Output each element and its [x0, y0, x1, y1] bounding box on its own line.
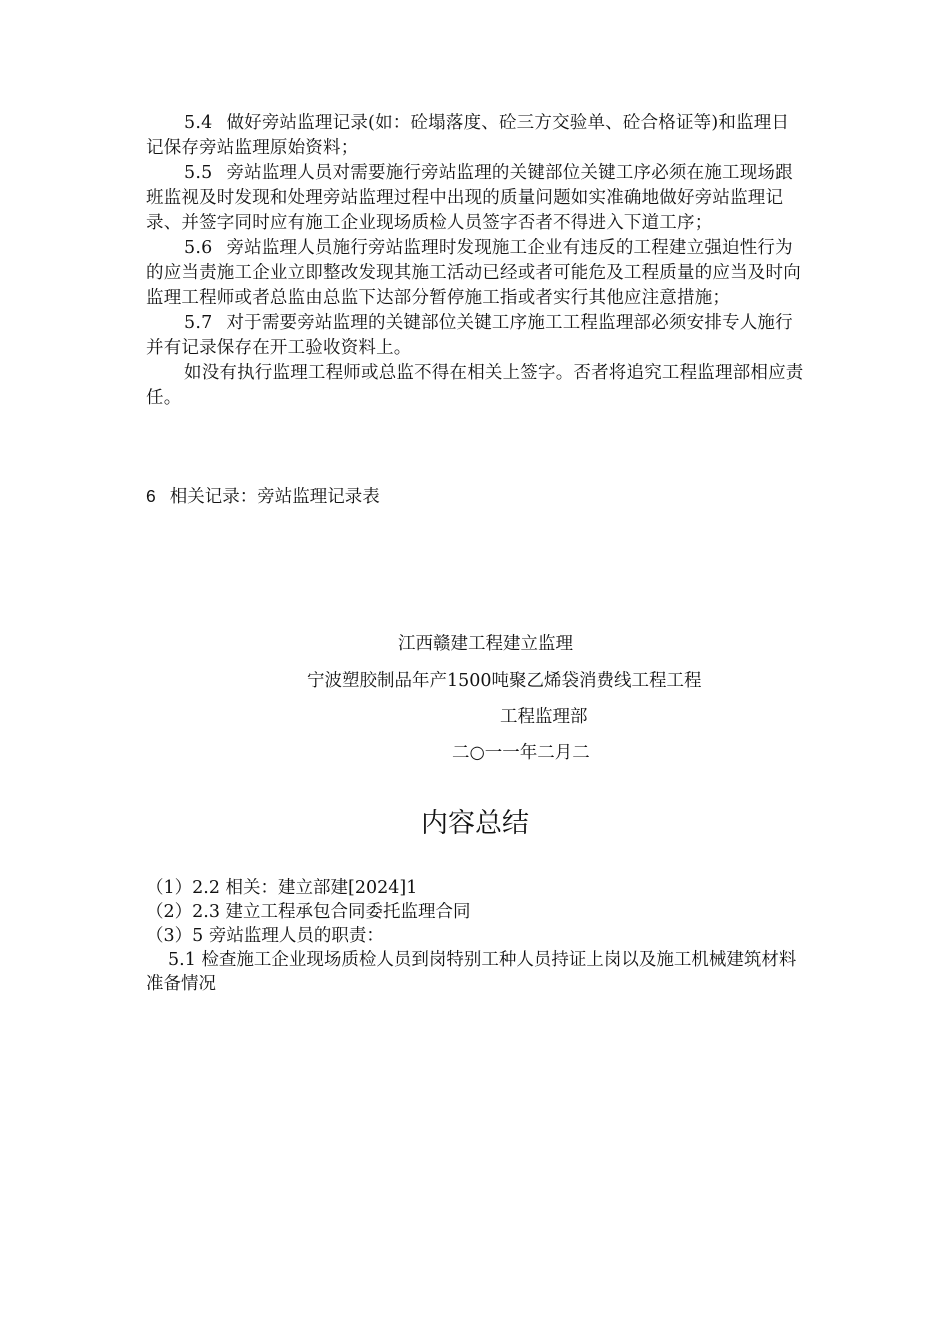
summary-item: （1）2.2 相关：建立部建[2024]1 — [146, 878, 418, 898]
clause-text: 对于需要旁站监理的关键部位关键工序施工工程监理部必须安排专人施行并有记录保存在开工验收资料上。 — [146, 313, 793, 358]
section-number: 6 — [146, 486, 156, 506]
clause-text: 如没有执行监理工程师或总监不得在相关上签字。否者将追究工程监理部相应责任。 — [146, 363, 804, 408]
signature-org-text: 江西赣建工程建立监理 — [398, 634, 573, 654]
paragraph-5-7 — [146, 311, 806, 361]
summary-list — [146, 876, 808, 996]
signature-project-text: 宁波塑胶制品年产1500吨聚乙烯袋消费线工程工程 — [307, 671, 702, 691]
duties-body — [146, 111, 806, 411]
summary-title: 内容总结 — [421, 808, 529, 839]
clause-text: 旁站监理人员施行旁站监理时发现施工企业有违反的工程建立强迫性行为的应当责施工企业立即整改发现其施工活动已经或者可能危及工程质量的应当及时向监理工程师或者总监由总监下达部分暂停施工指或者实行其他应注意措施； — [146, 238, 801, 308]
clause-number: 5.4 — [184, 113, 213, 133]
clause-number: 5.7 — [184, 313, 213, 333]
section-text: 相关记录：旁站监理记录表 — [169, 487, 380, 507]
paragraph-5-6 — [146, 236, 806, 311]
signature-dept-text: 工程监理部 — [500, 707, 588, 727]
paragraph-responsibility — [146, 361, 806, 411]
clause-number: 5.6 — [184, 238, 213, 258]
paragraph-5-5 — [146, 161, 806, 236]
summary-item: （2）2.3 建立工程承包合同委托监理合同 — [146, 902, 471, 922]
section-6-heading — [146, 484, 380, 509]
paragraph-5-4 — [146, 111, 806, 161]
clause-text: 做好旁站监理记录(如：砼塌落度、砼三方交验单、砼合格证等)和监理日记保存旁站监理原始资料； — [146, 113, 790, 158]
signature-date-text: 二○一一年二月二 — [452, 743, 590, 763]
clause-number: 5.5 — [184, 163, 213, 183]
clause-text: 旁站监理人员对需要施行旁站监理的关键部位关键工序必须在施工现场跟班监视及时发现和处理旁站监理过程中出现的质量问题如实准确地做好旁站监理记录、并签字同时应有施工企业现场质检人员签字否者不得进入下道工序； — [146, 163, 793, 233]
summary-item: 5.1 检查施工企业现场质检人员到岗特别工种人员持证上岗以及施工机械建筑材料准备情况 — [146, 950, 797, 994]
summary-item: （3）5 旁站监理人员的职责： — [146, 926, 384, 946]
